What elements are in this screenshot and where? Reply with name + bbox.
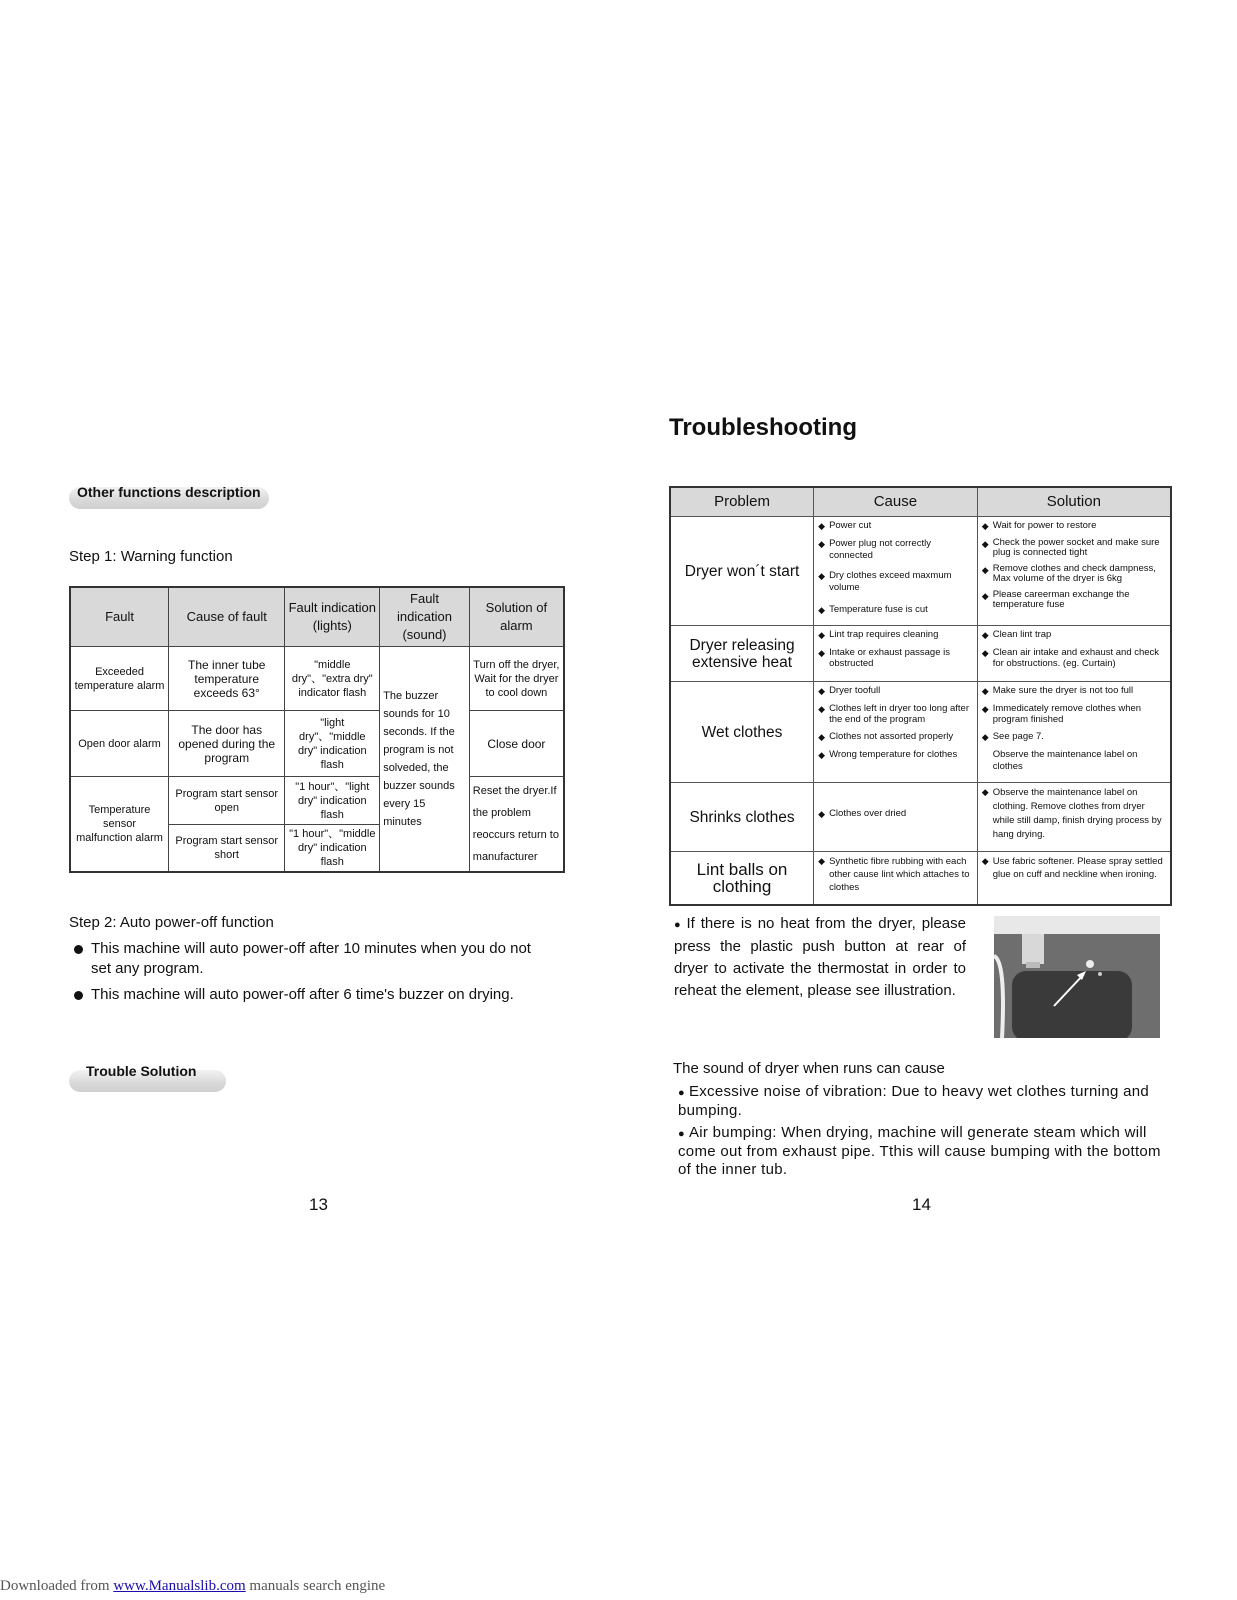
header-solution: Solution xyxy=(977,487,1171,517)
sound-bullet: ● Air bumping: When drying, machine will generate steam which will come out from exhaust pipe. Tthis will cause bumping with the bottom of the inner tub. xyxy=(678,1124,1161,1178)
step2-bullet: This machine will auto power-off after 6 time's buzzer on drying. xyxy=(74,985,554,1005)
diamond-icon: ◆ xyxy=(981,521,989,531)
causes-cell: ◆ Synthetic fibre rubbing with each other cause lint which attaches to clothes xyxy=(814,852,978,905)
diamond-icon: ◆ xyxy=(981,787,989,797)
header-cause: Cause xyxy=(814,487,978,517)
diamond-icon: ◆ xyxy=(818,704,825,714)
solutions-cell: ◆ Observe the maintenance label on clothing. Remove clothes from dryer while still damp, finish drying process by hang drying. xyxy=(977,783,1171,852)
diamond-icon: ◆ xyxy=(818,686,825,696)
diamond-icon: ◆ xyxy=(818,630,825,640)
footer-suffix: manuals search engine xyxy=(245,1578,386,1594)
solutions-cell: ◆ Wait for power to restore ◆ Check the power socket and make sure plug is connected tight ◆ Remove clothes and check dampness, Max volume of the dryer is 6kg ◆ Please careerman exchange the temperature fuse xyxy=(977,517,1171,626)
diamond-icon: ◆ xyxy=(981,686,989,696)
header-lights: Fault indication (lights) xyxy=(285,587,380,647)
sound-intro: The sound of dryer when runs can cause xyxy=(673,1060,945,1077)
solutions-cell: ◆ Clean lint trap ◆ Clean air intake and exhaust and check for obstructions. (eg. Curtain) xyxy=(977,626,1171,682)
solutions-cell: ◆ Make sure the dryer is not too full ◆ Immedicately remove clothes when program finished ◆ See page 7. Observe the maintenance label on clothes xyxy=(977,682,1171,783)
page-number-right: 14 xyxy=(912,1195,931,1214)
header-fault: Fault xyxy=(70,587,169,647)
warning-table xyxy=(69,586,565,873)
diamond-icon: ◆ xyxy=(981,630,989,640)
lights-cell: "1 hour"、"middle dry" indication flash xyxy=(285,825,380,873)
diamond-icon: ◆ xyxy=(818,571,825,581)
problem-cell: Dryer won´t start xyxy=(670,517,814,626)
lights-cell: "light dry"、"middle dry" indication flash xyxy=(285,711,380,777)
diamond-icon: ◆ xyxy=(981,704,989,714)
solution-cell: Turn off the dryer, Wait for the dryer to cool down xyxy=(469,647,564,711)
section-title-trouble-solution: Trouble Solution xyxy=(86,1063,197,1079)
bullet-dot-icon: ● xyxy=(678,1128,685,1140)
diamond-icon: ◆ xyxy=(818,809,825,819)
problem-cell: Dryer releasing extensive heat xyxy=(670,626,814,682)
solution-note: Observe the maintenance label on clothes xyxy=(992,749,1138,772)
bullet-dot-icon: ● xyxy=(678,1087,685,1099)
sound-cell: The buzzer sounds for 10 seconds. If the program is not solveded, the buzzer sounds every 15 minutes xyxy=(380,647,470,873)
page-title: Troubleshooting xyxy=(669,414,857,441)
manualslib-link[interactable]: www.Manualslib.com xyxy=(113,1578,246,1594)
step2-bullet: This machine will auto power-off after 10 minutes when you do not set any program. xyxy=(74,939,554,979)
fault-cell: Open door alarm xyxy=(70,711,169,777)
causes-cell: ◆ Power cut ◆ Power plug not correctly connected ◆ Dry clothes exceed maxmum volume ◆ Temperature fuse is cut xyxy=(814,517,978,626)
diamond-icon: ◆ xyxy=(818,539,825,549)
diamond-icon: ◆ xyxy=(981,732,989,742)
sound-bullet: ● Excessive noise of vibration: Due to heavy wet clothes turning and bumping. xyxy=(678,1083,1149,1119)
solution-cell: Close door xyxy=(469,711,564,777)
diamond-icon: ◆ xyxy=(818,605,825,615)
diamond-icon: ◆ xyxy=(818,856,825,866)
fault-cell: Exceeded temperature alarm xyxy=(70,647,169,711)
step1-heading: Step 1: Warning function xyxy=(69,548,233,565)
diamond-icon: ◆ xyxy=(818,750,825,760)
bullet-dot-icon xyxy=(74,945,83,954)
cause-cell: The inner tube temperature exceeds 63° xyxy=(169,647,285,711)
cause-cell: Program start sensor short xyxy=(169,825,285,873)
causes-cell: ◆ Lint trap requires cleaning ◆ Intake or exhaust passage is obstructed xyxy=(814,626,978,682)
diamond-icon: ◆ xyxy=(981,591,989,601)
lights-cell: "1 hour"、"light dry" indication flash xyxy=(285,777,380,825)
solutions-cell: ◆ Use fabric softener. Please spray settled glue on cuff and neckline when ironing. xyxy=(977,852,1171,905)
diamond-icon: ◆ xyxy=(981,565,989,575)
lights-cell: "middle dry"、"extra dry" indicator flash xyxy=(285,647,380,711)
bullet-dot-icon xyxy=(74,991,83,1000)
section-title-other-functions: Other functions description xyxy=(77,484,261,500)
header-problem: Problem xyxy=(670,487,814,517)
problem-cell: Lint balls on clothing xyxy=(670,852,814,905)
thermostat-button-illustration xyxy=(994,916,1160,1038)
bullet-dot-icon: ● xyxy=(674,919,683,931)
diamond-icon: ◆ xyxy=(981,539,989,549)
diamond-icon: ◆ xyxy=(818,648,825,658)
problem-cell: Wet clothes xyxy=(670,682,814,783)
solution-cell: Reset the dryer.If the problem reoccurs return to manufacturer xyxy=(469,777,564,873)
heat-note: ● If there is no heat from the dryer, please press the plastic push button at rear of dryer to activate the thermostat in order to reheat the element, please see illustration. xyxy=(674,915,966,999)
download-footer xyxy=(0,1578,385,1595)
page-number-left: 13 xyxy=(309,1195,328,1214)
footer-prefix: Downloaded from xyxy=(0,1578,114,1594)
header-solution: Solution of alarm xyxy=(469,587,564,647)
causes-cell: ◆ Dryer toofull ◆ Clothes left in dryer too long after the end of the program ◆ Clothes not assorted properly ◆ Wrong temperature for clothes xyxy=(814,682,978,783)
troubleshooting-table xyxy=(669,486,1172,906)
causes-cell: ◆ Clothes over dried xyxy=(814,783,978,852)
diamond-icon: ◆ xyxy=(981,648,989,658)
fault-cell: Temperature sensor malfunction alarm xyxy=(70,777,169,873)
cause-cell: The door has opened during the program xyxy=(169,711,285,777)
problem-cell: Shrinks clothes xyxy=(670,783,814,852)
diamond-icon: ◆ xyxy=(818,732,825,742)
diamond-icon: ◆ xyxy=(818,521,825,531)
header-sound: Fault indication (sound) xyxy=(380,587,470,647)
step2-heading: Step 2: Auto power-off function xyxy=(69,914,274,931)
cause-cell: Program start sensor open xyxy=(169,777,285,825)
diamond-icon: ◆ xyxy=(981,856,989,866)
header-cause: Cause of fault xyxy=(169,587,285,647)
